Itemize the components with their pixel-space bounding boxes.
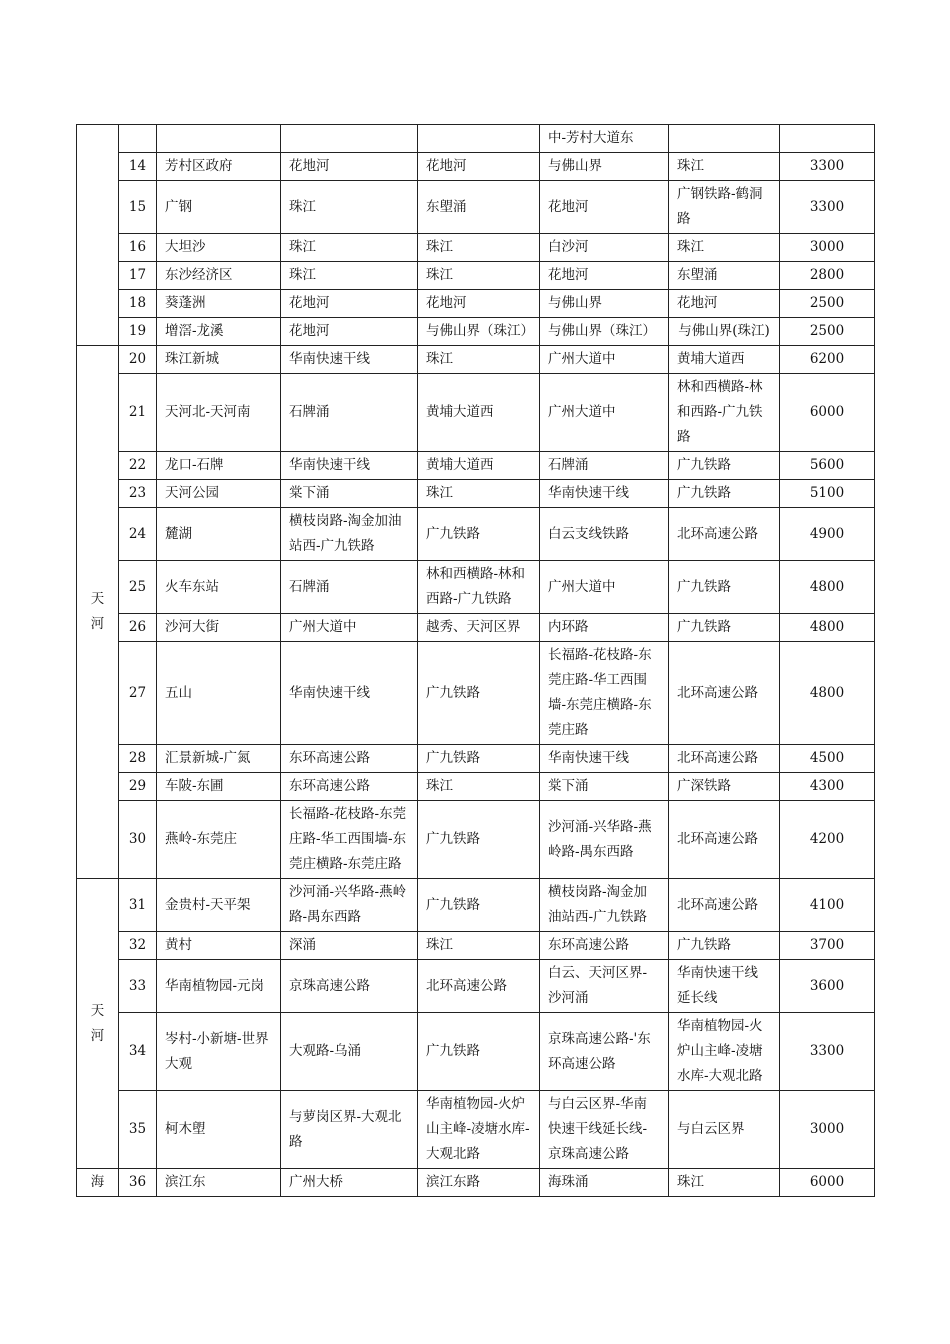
- row-number: 30: [119, 801, 157, 879]
- row-number: 34: [119, 1013, 157, 1091]
- boundary-1: 珠江: [281, 181, 418, 234]
- boundary-3: 广州大道中: [540, 561, 669, 614]
- area-name: 金贵村-天平架: [157, 879, 281, 932]
- boundary-4: 东塱涌: [669, 262, 780, 290]
- boundary-3: 与佛山界（珠江）: [540, 318, 669, 346]
- boundary-1: 横枝岗路-淘金加油站西-广九铁路: [281, 508, 418, 561]
- district-cell: 天河: [77, 346, 119, 879]
- row-number: 18: [119, 290, 157, 318]
- boundary-3: 与佛山界: [540, 153, 669, 181]
- table-row: [77, 318, 875, 346]
- area-name: 东沙经济区: [157, 262, 281, 290]
- boundary-2: 广九铁路: [418, 879, 540, 932]
- boundary-3: 内环路: [540, 614, 669, 642]
- boundary-4: 广深铁路: [669, 773, 780, 801]
- boundary-1: 石牌涌: [281, 561, 418, 614]
- table-row: [77, 346, 875, 374]
- boundary-4: 北环高速公路: [669, 801, 780, 879]
- boundary-4: 北环高速公路: [669, 745, 780, 773]
- price-value: 3700: [780, 932, 875, 960]
- boundary-1: 花地河: [281, 153, 418, 181]
- boundary-1: 长福路-花枝路-东莞庄路-华工西围墙-东莞庄横路-东莞庄路: [281, 801, 418, 879]
- table-row: [77, 234, 875, 262]
- price-value: 4800: [780, 642, 875, 745]
- boundary-3: 京珠高速公路-'东环高速公路: [540, 1013, 669, 1091]
- area-name: 天河北-天河南: [157, 374, 281, 452]
- boundary-4: 与白云区界: [669, 1091, 780, 1169]
- price-value: 3600: [780, 960, 875, 1013]
- boundary-1: 广州大道中: [281, 614, 418, 642]
- boundary-1: 珠江: [281, 262, 418, 290]
- price-value: 5100: [780, 480, 875, 508]
- table-row: [77, 745, 875, 773]
- row-number: 36: [119, 1169, 157, 1197]
- boundary-4: 广九铁路: [669, 561, 780, 614]
- row-number: 16: [119, 234, 157, 262]
- price-value: 4900: [780, 508, 875, 561]
- boundary-2: [418, 125, 540, 153]
- boundary-3: 华南快速干线: [540, 480, 669, 508]
- table-body: [77, 125, 875, 1197]
- table-row: [77, 960, 875, 1013]
- boundary-4: 北环高速公路: [669, 642, 780, 745]
- boundary-4: 广九铁路: [669, 614, 780, 642]
- area-name: 汇景新城-广氮: [157, 745, 281, 773]
- boundary-4: 北环高速公路: [669, 508, 780, 561]
- price-value: 4100: [780, 879, 875, 932]
- row-number: [119, 125, 157, 153]
- boundary-1: 东环高速公路: [281, 745, 418, 773]
- boundary-4: 林和西横路-林和西路-广九铁路: [669, 374, 780, 452]
- table-row: [77, 1013, 875, 1091]
- boundary-1: 深涌: [281, 932, 418, 960]
- area-name: 麓湖: [157, 508, 281, 561]
- table-row: [77, 480, 875, 508]
- table-row: [77, 642, 875, 745]
- price-value: 2500: [780, 290, 875, 318]
- boundary-2: 广九铁路: [418, 642, 540, 745]
- table-row: [77, 773, 875, 801]
- area-name: [157, 125, 281, 153]
- boundary-1: 珠江: [281, 234, 418, 262]
- boundary-3: 海珠涌: [540, 1169, 669, 1197]
- price-value: 6200: [780, 346, 875, 374]
- boundary-3: 华南快速干线: [540, 745, 669, 773]
- row-number: 35: [119, 1091, 157, 1169]
- boundary-1: 棠下涌: [281, 480, 418, 508]
- price-value: 3300: [780, 153, 875, 181]
- row-number: 31: [119, 879, 157, 932]
- row-number: 28: [119, 745, 157, 773]
- table-row: [77, 181, 875, 234]
- price-value: 3000: [780, 234, 875, 262]
- price-value: 6000: [780, 1169, 875, 1197]
- area-name: 华南植物园-元岗: [157, 960, 281, 1013]
- area-name: 葵蓬洲: [157, 290, 281, 318]
- row-number: 21: [119, 374, 157, 452]
- boundary-1: 沙河涌-兴华路-燕岭路-禺东西路: [281, 879, 418, 932]
- boundary-2: 珠江: [418, 234, 540, 262]
- boundary-3: 广州大道中: [540, 346, 669, 374]
- row-number: 20: [119, 346, 157, 374]
- land-price-table: [76, 124, 875, 1197]
- boundary-3: 白沙河: [540, 234, 669, 262]
- boundary-2: 广九铁路: [418, 745, 540, 773]
- boundary-2: 越秀、天河区界: [418, 614, 540, 642]
- boundary-2: 黄埔大道西: [418, 452, 540, 480]
- area-name: 滨江东: [157, 1169, 281, 1197]
- row-number: 17: [119, 262, 157, 290]
- price-value: 4300: [780, 773, 875, 801]
- boundary-1: 广州大桥: [281, 1169, 418, 1197]
- district-cell: [77, 125, 119, 346]
- price-value: 6000: [780, 374, 875, 452]
- price-value: 2500: [780, 318, 875, 346]
- boundary-4: 华南植物园-火炉山主峰-凌塘水库-大观北路: [669, 1013, 780, 1091]
- boundary-2: 珠江: [418, 932, 540, 960]
- boundary-4: 华南快速干线延长线: [669, 960, 780, 1013]
- area-name: 增滘-龙溪: [157, 318, 281, 346]
- district-cell: 海: [77, 1169, 119, 1197]
- boundary-2: 花地河: [418, 153, 540, 181]
- boundary-3: 横枝岗路-淘金加油站西-广九铁路: [540, 879, 669, 932]
- boundary-2: 华南植物园-火炉山主峰-凌塘水库-大观北路: [418, 1091, 540, 1169]
- table-row: [77, 262, 875, 290]
- row-number: 22: [119, 452, 157, 480]
- table-row: [77, 290, 875, 318]
- boundary-3: 石牌涌: [540, 452, 669, 480]
- boundary-4: 广九铁路: [669, 452, 780, 480]
- table-row: [77, 614, 875, 642]
- area-name: 芳村区政府: [157, 153, 281, 181]
- table-row: [77, 801, 875, 879]
- boundary-4: 珠江: [669, 153, 780, 181]
- boundary-4: 黄埔大道西: [669, 346, 780, 374]
- boundary-4: 广钢铁路-鹤洞路: [669, 181, 780, 234]
- row-number: 23: [119, 480, 157, 508]
- boundary-4: 珠江: [669, 234, 780, 262]
- boundary-1: 花地河: [281, 290, 418, 318]
- boundary-2: 珠江: [418, 773, 540, 801]
- boundary-2: 珠江: [418, 346, 540, 374]
- row-number: 19: [119, 318, 157, 346]
- boundary-4: 与佛山界(珠江): [669, 318, 780, 346]
- area-name: 车陂-东圃: [157, 773, 281, 801]
- boundary-3: 棠下涌: [540, 773, 669, 801]
- area-name: 柯木塱: [157, 1091, 281, 1169]
- price-value: 4500: [780, 745, 875, 773]
- table-row: [77, 1091, 875, 1169]
- table-row: [77, 879, 875, 932]
- boundary-3: 与佛山界: [540, 290, 669, 318]
- table-row: [77, 561, 875, 614]
- area-name: 大坦沙: [157, 234, 281, 262]
- table-row: [77, 452, 875, 480]
- row-number: 32: [119, 932, 157, 960]
- boundary-2: 广九铁路: [418, 1013, 540, 1091]
- boundary-1: 华南快速干线: [281, 642, 418, 745]
- boundary-1: 华南快速干线: [281, 452, 418, 480]
- row-number: 27: [119, 642, 157, 745]
- price-value: 3000: [780, 1091, 875, 1169]
- boundary-1: 大观路-乌涌: [281, 1013, 418, 1091]
- boundary-2: 滨江东路: [418, 1169, 540, 1197]
- price-value: 2800: [780, 262, 875, 290]
- row-number: 26: [119, 614, 157, 642]
- table-row: [77, 932, 875, 960]
- boundary-2: 黄埔大道西: [418, 374, 540, 452]
- boundary-3: 沙河涌-兴华路-燕岭路-禺东西路: [540, 801, 669, 879]
- area-name: 黄村: [157, 932, 281, 960]
- table-row: [77, 1169, 875, 1197]
- price-value: 3300: [780, 181, 875, 234]
- table-row: [77, 153, 875, 181]
- boundary-1: 与萝岗区界-大观北路: [281, 1091, 418, 1169]
- boundary-2: 珠江: [418, 262, 540, 290]
- boundary-3: 花地河: [540, 262, 669, 290]
- boundary-4: 广九铁路: [669, 480, 780, 508]
- row-number: 29: [119, 773, 157, 801]
- price-value: [780, 125, 875, 153]
- row-number: 33: [119, 960, 157, 1013]
- area-name: 火车东站: [157, 561, 281, 614]
- boundary-1: 石牌涌: [281, 374, 418, 452]
- table-row: [77, 508, 875, 561]
- boundary-2: 林和西横路-林和西路-广九铁路: [418, 561, 540, 614]
- boundary-3: 长福路-花枝路-东莞庄路-华工西围墙-东莞庄横路-东莞庄路: [540, 642, 669, 745]
- area-name: 珠江新城: [157, 346, 281, 374]
- boundary-1: 东环高速公路: [281, 773, 418, 801]
- boundary-3: 东环高速公路: [540, 932, 669, 960]
- table-row: [77, 125, 875, 153]
- boundary-4: 北环高速公路: [669, 879, 780, 932]
- area-name: 天河公园: [157, 480, 281, 508]
- price-value: 3300: [780, 1013, 875, 1091]
- boundary-3: 广州大道中: [540, 374, 669, 452]
- boundary-2: 广九铁路: [418, 801, 540, 879]
- price-value: 5600: [780, 452, 875, 480]
- area-name: 岑村-小新塘-世界大观: [157, 1013, 281, 1091]
- boundary-2: 广九铁路: [418, 508, 540, 561]
- boundary-2: 北环高速公路: [418, 960, 540, 1013]
- boundary-2: 花地河: [418, 290, 540, 318]
- boundary-1: [281, 125, 418, 153]
- boundary-3: 与白云区界-华南快速干线延长线-京珠高速公路: [540, 1091, 669, 1169]
- boundary-1: 京珠高速公路: [281, 960, 418, 1013]
- boundary-1: 华南快速干线: [281, 346, 418, 374]
- boundary-3: 花地河: [540, 181, 669, 234]
- boundary-2: 珠江: [418, 480, 540, 508]
- price-value: 4800: [780, 561, 875, 614]
- boundary-3: 中-芳村大道东: [540, 125, 669, 153]
- boundary-3: 白云、天河区界-沙河涌: [540, 960, 669, 1013]
- boundary-4: 珠江: [669, 1169, 780, 1197]
- row-number: 15: [119, 181, 157, 234]
- boundary-4: [669, 125, 780, 153]
- area-name: 五山: [157, 642, 281, 745]
- row-number: 24: [119, 508, 157, 561]
- area-name: 龙口-石牌: [157, 452, 281, 480]
- boundary-2: 与佛山界（珠江）: [418, 318, 540, 346]
- boundary-1: 花地河: [281, 318, 418, 346]
- table-row: [77, 374, 875, 452]
- boundary-4: 广九铁路: [669, 932, 780, 960]
- district-cell: 天河: [77, 879, 119, 1169]
- row-number: 25: [119, 561, 157, 614]
- area-name: 燕岭-东莞庄: [157, 801, 281, 879]
- boundary-3: 白云支线铁路: [540, 508, 669, 561]
- price-value: 4200: [780, 801, 875, 879]
- boundary-2: 东塱涌: [418, 181, 540, 234]
- area-name: 沙河大街: [157, 614, 281, 642]
- row-number: 14: [119, 153, 157, 181]
- boundary-4: 花地河: [669, 290, 780, 318]
- area-name: 广钢: [157, 181, 281, 234]
- price-value: 4800: [780, 614, 875, 642]
